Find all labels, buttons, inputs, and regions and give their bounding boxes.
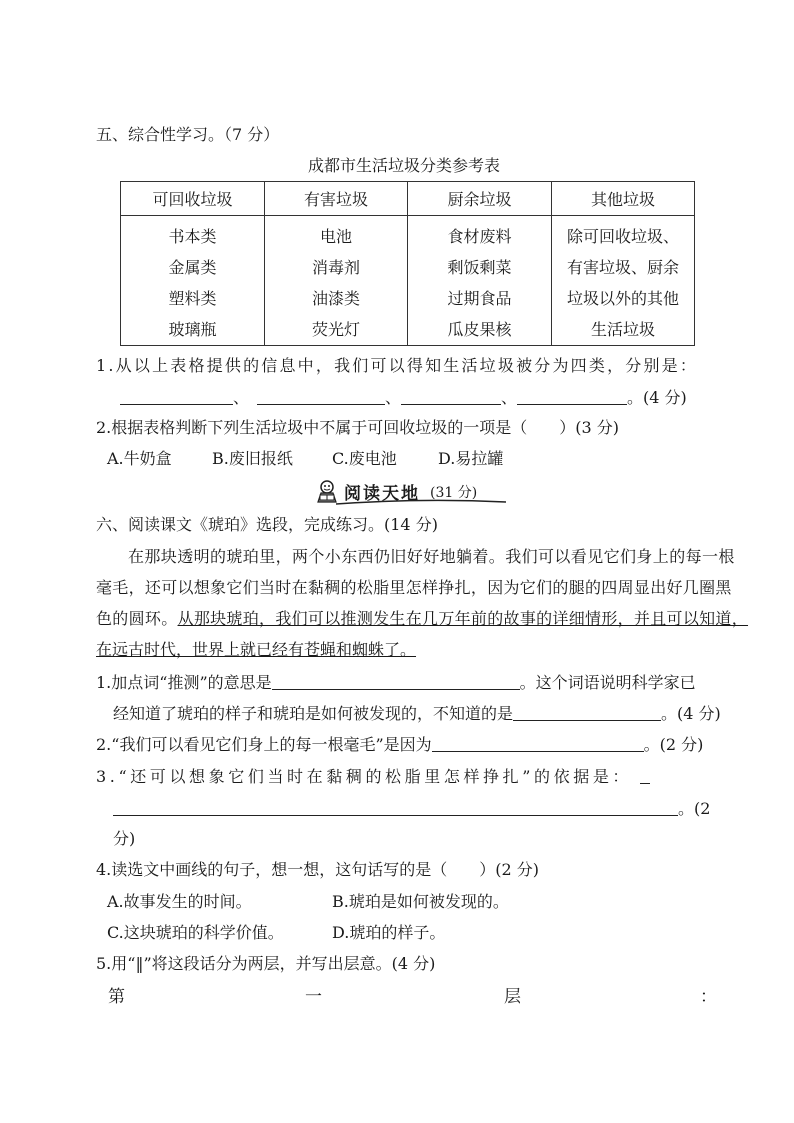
table-cell: 食材废料 — [447, 227, 512, 246]
banner-title: 阅读天地 — [344, 484, 420, 504]
table-cell: 金属类 — [168, 258, 217, 277]
question-score: 。(2 分) — [643, 735, 704, 754]
s6-question-1-cont — [113, 704, 721, 724]
table-cell: 荧光灯 — [311, 320, 360, 339]
question-score: 。(2 — [678, 799, 711, 818]
banner-score: (31 分) — [430, 485, 478, 501]
table-title: 成都市生活垃圾分类参考表 — [308, 156, 501, 175]
answer-blank[interactable] — [513, 704, 661, 721]
s6-q4-option-b[interactable]: B.琥珀是如何被发现的。 — [332, 892, 509, 911]
answer-blank[interactable] — [120, 388, 233, 405]
layer-label-char: 层 — [504, 987, 521, 1007]
section5-heading: 五、综合性学习。（7 分） — [96, 125, 280, 144]
s6-q4-option-c[interactable]: C.这块琥珀的科学价值。 — [107, 923, 284, 942]
banner-underline — [336, 499, 506, 505]
s6-question-5: 5.用“‖”将这段话分为两层，并写出层意。(4 分) — [96, 954, 436, 973]
layer-label-char: ： — [700, 987, 717, 1007]
s5-q2-option-c[interactable]: C.废电池 — [332, 449, 397, 468]
passage-line — [96, 609, 748, 629]
header-recyclable: 可回收垃圾 — [121, 182, 265, 216]
table-cell: 油漆类 — [311, 289, 360, 308]
s6-question-2 — [96, 735, 703, 755]
s6-question-1 — [96, 673, 696, 693]
table-cell: 垃圾以外的其他 — [566, 289, 679, 308]
answer-blank[interactable] — [401, 388, 501, 405]
s5-q2-option-b[interactable]: B.废旧报纸 — [212, 449, 293, 468]
blank-separator: 、 — [233, 388, 250, 407]
question-score: 。(4 分) — [627, 388, 687, 407]
table-cell: 书本类 — [168, 227, 217, 246]
s5-question-2: 2.根据表格判断下列生活垃圾中不属于可回收垃圾的一项是（ ）(3 分) — [96, 418, 620, 437]
table-cell: 剩饭剩菜 — [447, 258, 512, 277]
passage-text: 色的圆环。 — [96, 609, 178, 628]
s6-question-3-score: 分) — [113, 829, 136, 848]
reading-section-banner — [314, 478, 504, 506]
answer-blank[interactable] — [272, 673, 520, 690]
table-cell: 消毒剂 — [311, 258, 360, 277]
question-text: 。这个词语说明科学家已 — [519, 673, 696, 692]
answer-blank[interactable] — [640, 767, 650, 784]
table-cell: 瓜皮果核 — [447, 320, 512, 339]
underlined-sentence: 在远古时代，世界上就已经有苍蝇和蜘蛛了。 — [96, 640, 417, 659]
answer-blank[interactable] — [113, 799, 678, 816]
header-other: 其他垃圾 — [552, 182, 695, 216]
blank-separator: 、 — [385, 388, 402, 407]
table-cell: 玻璃瓶 — [168, 320, 217, 339]
answer-blank[interactable] — [432, 735, 644, 752]
header-hazardous: 有害垃圾 — [265, 182, 408, 216]
s5-question-1-blanks — [120, 388, 687, 408]
question-text: 3.“还可以想象它们当时在黏稠的松脂里怎样挣扎”的依据是： — [96, 767, 633, 786]
table-cell: 电池 — [319, 227, 352, 246]
table-cell: 塑料类 — [168, 289, 217, 308]
column-kitchen — [408, 216, 552, 346]
question-text: 2.“我们可以看见它们身上的每一根毫毛”是因为 — [96, 735, 432, 754]
table-cell: 生活垃圾 — [590, 320, 655, 339]
s6-question-3 — [96, 767, 650, 787]
s6-q4-option-a[interactable]: A.故事发生的时间。 — [107, 892, 252, 911]
column-hazardous — [265, 216, 408, 346]
answer-blank[interactable] — [257, 388, 385, 405]
s5-question-1: 1.从以上表格提供的信息中，我们可以得知生活垃圾被分为四类，分别是： — [96, 356, 699, 375]
section6-heading: 六、阅读课文《琥珀》选段，完成练习。(14 分) — [96, 515, 438, 534]
layer-label-char: 第 — [108, 987, 125, 1007]
s6-question-3-cont — [113, 799, 710, 819]
header-kitchen: 厨余垃圾 — [408, 182, 552, 216]
passage-line: 毫毛，还可以想象它们当时在黏稠的松脂里怎样挣扎，因为它们的腿的四周显出好几圈黑 — [96, 578, 732, 597]
column-other — [552, 216, 695, 346]
question-text: 1.加点词“推测”的意思是 — [96, 673, 272, 692]
table-cell: 除可回收垃圾、 — [566, 227, 679, 246]
question-score: 。(4 分) — [661, 704, 721, 723]
table-cell: 过期食品 — [447, 289, 512, 308]
layer-label-char: 一 — [305, 987, 322, 1007]
table-cell: 有害垃圾、厨余 — [566, 258, 679, 277]
passage-line: 在那块透明的琥珀里，两个小东西仍旧好好地躺着。我们可以看见它们身上的每一根 — [128, 547, 735, 566]
answer-blank[interactable] — [517, 388, 627, 405]
s5-q2-option-d[interactable]: D.易拉罐 — [438, 449, 504, 468]
column-recyclable — [121, 216, 265, 346]
question-text: 经知道了琥珀的样子和琥珀是如何被发现的，不知道的是 — [113, 704, 514, 723]
s6-question-4: 4.读选文中画线的句子，想一想，这句话写的是（ ）(2 分) — [96, 860, 540, 879]
blank-separator: 、 — [501, 388, 518, 407]
waste-classification-table — [120, 181, 695, 346]
s6-q4-option-d[interactable]: D.琥珀的样子。 — [332, 923, 446, 942]
s5-q2-option-a[interactable]: A.牛奶盒 — [107, 449, 172, 468]
underlined-sentence: 从那块琥珀，我们可以推测发生在几万年前的故事的详细情形，并且可以知道， — [177, 609, 749, 628]
